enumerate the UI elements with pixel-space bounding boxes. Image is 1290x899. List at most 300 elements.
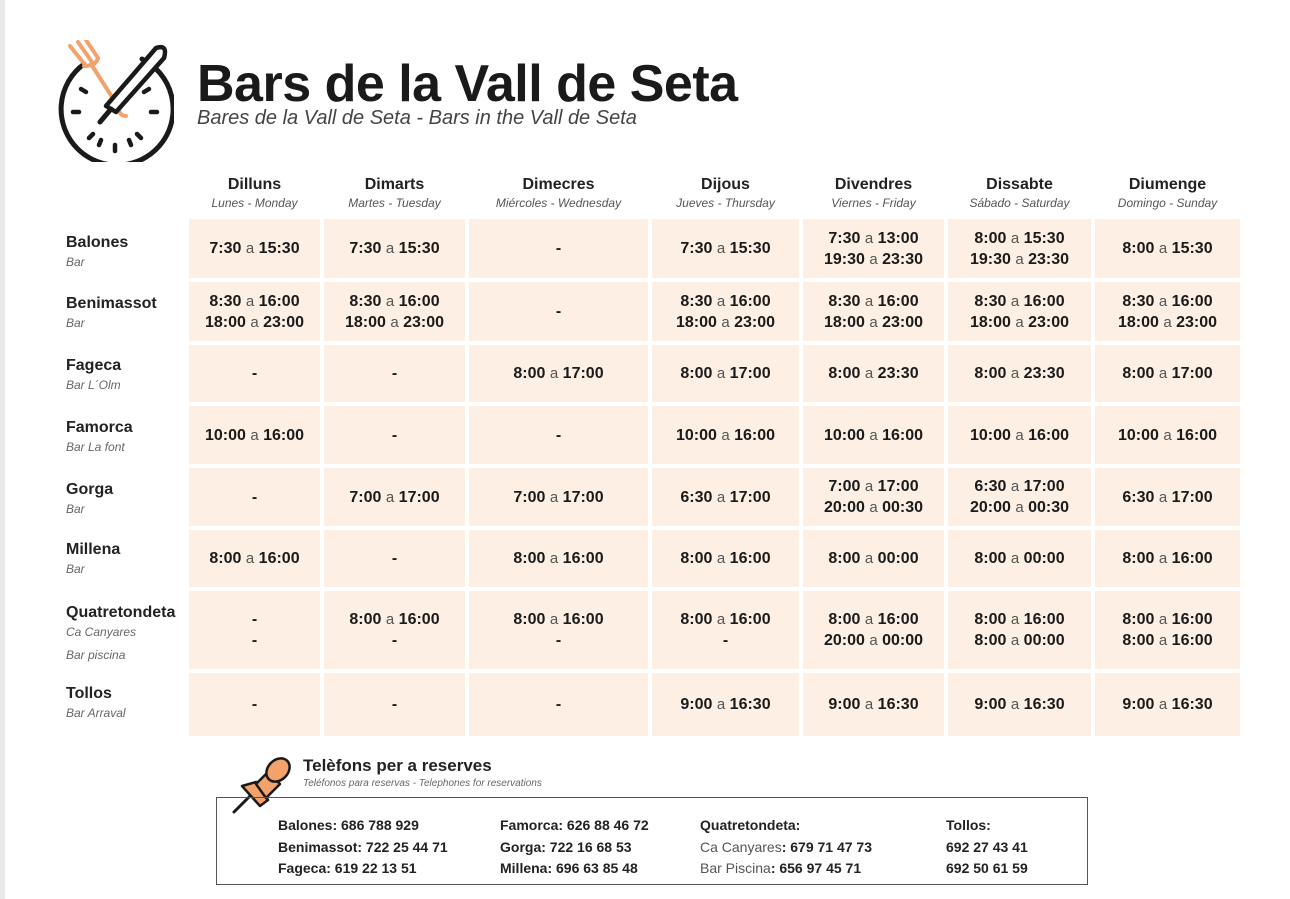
open-time: 7:00 bbox=[828, 478, 861, 495]
day-subname: Miércoles - Wednesday bbox=[495, 196, 622, 210]
schedule-cell bbox=[948, 530, 1091, 587]
time-connector: a bbox=[1010, 365, 1020, 382]
time-range bbox=[513, 363, 603, 384]
schedule-cell bbox=[652, 282, 799, 341]
close-time: 23:00 bbox=[1028, 313, 1070, 331]
time-connector: a bbox=[1010, 696, 1020, 713]
close-time: 16:00 bbox=[877, 292, 919, 310]
town-name: Quatretondeta bbox=[66, 604, 176, 621]
day-subname: Viernes - Friday bbox=[831, 196, 916, 210]
time-range bbox=[676, 425, 775, 446]
open-time: 7:30 bbox=[209, 240, 242, 257]
time-connector: a bbox=[1015, 426, 1024, 444]
close-time: 17:00 bbox=[877, 478, 919, 495]
closed-mark: - bbox=[391, 426, 398, 444]
open-time: 8:30 bbox=[349, 292, 382, 310]
closed-mark: - bbox=[251, 365, 258, 382]
open-time: 8:00 bbox=[828, 550, 861, 567]
time-connector: a bbox=[1158, 292, 1168, 310]
time-connector: a bbox=[250, 426, 259, 444]
closed-mark: - bbox=[555, 303, 562, 320]
time-connector: a bbox=[549, 488, 559, 506]
bar-name: Bar L´Olm bbox=[66, 378, 121, 392]
phone-entry: Millena: 696 63 85 48 bbox=[500, 860, 638, 876]
schedule-cell bbox=[189, 530, 320, 587]
close-time: 17:00 bbox=[729, 365, 771, 382]
schedule-cell bbox=[324, 219, 465, 278]
close-time: 17:00 bbox=[1171, 365, 1213, 382]
close-time: 16:00 bbox=[734, 426, 776, 444]
schedule-cell bbox=[948, 219, 1091, 278]
row-label bbox=[66, 684, 126, 722]
town-name: Gorga bbox=[66, 481, 114, 498]
close-time: 16:00 bbox=[1171, 292, 1213, 310]
time-range bbox=[1122, 609, 1212, 630]
open-time: 8:00 bbox=[513, 550, 546, 567]
schedule-cell bbox=[948, 282, 1091, 341]
open-time: 10:00 bbox=[1117, 426, 1159, 444]
day-name: Diumenge bbox=[1128, 176, 1207, 193]
time-range bbox=[680, 487, 770, 508]
phone-group-head: Quatretondeta: bbox=[700, 817, 801, 833]
close-time: 17:00 bbox=[1171, 488, 1213, 506]
time-range bbox=[828, 228, 918, 249]
close-time: 16:00 bbox=[1171, 550, 1213, 567]
closed-mark: - bbox=[391, 696, 398, 713]
time-range bbox=[974, 694, 1064, 715]
page-subtitle: Bares de la Vall de Seta - Bars in the Vall de Seta bbox=[197, 107, 637, 129]
close-time: 15:30 bbox=[729, 240, 771, 257]
time-range bbox=[828, 291, 918, 312]
schedule-cell bbox=[1095, 673, 1240, 736]
time-range bbox=[974, 363, 1064, 384]
time-range bbox=[824, 249, 923, 270]
open-time: 10:00 bbox=[204, 426, 246, 444]
time-connector: a bbox=[1163, 426, 1172, 444]
time-connector: a bbox=[869, 313, 878, 331]
day-name: Dissabte bbox=[986, 176, 1053, 193]
day-subname: Domingo - Sunday bbox=[1117, 196, 1218, 210]
close-time: 16:00 bbox=[258, 292, 300, 310]
time-range bbox=[349, 291, 439, 312]
close-time: 15:30 bbox=[398, 240, 440, 257]
schedule-cell bbox=[189, 282, 320, 341]
open-time: 10:00 bbox=[823, 426, 865, 444]
open-time: 8:00 bbox=[974, 365, 1007, 382]
bar-name: Bar piscina bbox=[66, 648, 126, 662]
schedule-cell bbox=[803, 282, 944, 341]
schedule-cell bbox=[189, 406, 320, 464]
day-subname: Sábado - Saturday bbox=[969, 196, 1070, 210]
time-connector: a bbox=[1015, 313, 1024, 331]
schedule-cell bbox=[469, 673, 648, 736]
open-time: 8:00 bbox=[1122, 632, 1155, 649]
time-range bbox=[556, 301, 561, 322]
close-time: 16:30 bbox=[1023, 696, 1065, 713]
phone-number: : 656 97 45 71 bbox=[770, 860, 862, 876]
phones-col-3 bbox=[700, 815, 872, 880]
time-range bbox=[974, 548, 1064, 569]
open-time: 8:30 bbox=[828, 292, 861, 310]
time-connector: a bbox=[245, 550, 255, 567]
time-range bbox=[824, 630, 923, 651]
time-range bbox=[1122, 291, 1212, 312]
time-range bbox=[974, 630, 1064, 651]
time-range bbox=[723, 630, 728, 651]
bar-name: Bar La font bbox=[66, 440, 125, 454]
open-time: 8:00 bbox=[974, 229, 1007, 247]
time-range bbox=[513, 487, 603, 508]
closed-mark: - bbox=[251, 488, 258, 506]
closed-mark: - bbox=[555, 240, 562, 257]
time-range bbox=[828, 476, 918, 497]
schedule-cell bbox=[1095, 282, 1240, 341]
time-connector: a bbox=[716, 696, 726, 713]
phone-entry: Gorga: 722 16 68 53 bbox=[500, 838, 632, 855]
schedule-cell bbox=[803, 530, 944, 587]
open-time: 18:00 bbox=[969, 313, 1011, 331]
schedule-cell bbox=[803, 673, 944, 736]
schedule-cell bbox=[469, 345, 648, 402]
time-range bbox=[205, 425, 304, 446]
open-time: 8:00 bbox=[680, 611, 713, 628]
schedule-cell bbox=[803, 406, 944, 464]
row-label bbox=[66, 356, 121, 394]
day-name: Dimecres bbox=[522, 176, 595, 193]
close-time: 16:00 bbox=[1171, 611, 1213, 628]
time-connector: a bbox=[1158, 550, 1168, 567]
schedule-cell bbox=[189, 345, 320, 402]
day-header bbox=[469, 175, 648, 211]
open-time: 18:00 bbox=[1117, 313, 1159, 331]
time-range bbox=[252, 487, 257, 508]
time-connector: a bbox=[1158, 611, 1168, 628]
time-range bbox=[680, 238, 770, 259]
close-time: 15:30 bbox=[258, 240, 300, 257]
open-time: 8:00 bbox=[1122, 365, 1155, 382]
close-time: 16:00 bbox=[877, 611, 919, 628]
time-connector: a bbox=[245, 292, 255, 310]
bar-name: Bar bbox=[66, 316, 85, 330]
close-time: 00:30 bbox=[1028, 499, 1070, 516]
time-connector: a bbox=[385, 611, 395, 628]
schedule-cell bbox=[469, 591, 648, 669]
time-range bbox=[392, 363, 397, 384]
time-range bbox=[392, 425, 397, 446]
close-time: 23:30 bbox=[882, 250, 924, 268]
phone-entry: Balones: 686 788 929 bbox=[278, 817, 419, 833]
schedule-cell bbox=[652, 406, 799, 464]
day-name: Dilluns bbox=[227, 176, 282, 193]
open-time: 8:30 bbox=[209, 292, 242, 310]
close-time: 16:00 bbox=[729, 292, 771, 310]
time-connector: a bbox=[716, 292, 726, 310]
schedule-cell bbox=[652, 468, 799, 526]
time-connector: a bbox=[385, 488, 395, 506]
time-connector: a bbox=[864, 478, 874, 495]
time-range bbox=[556, 425, 561, 446]
close-time: 16:00 bbox=[1171, 632, 1213, 649]
open-time: 8:30 bbox=[974, 292, 1007, 310]
open-time: 18:00 bbox=[204, 313, 246, 331]
time-connector: a bbox=[250, 313, 259, 331]
schedule-cell bbox=[469, 282, 648, 341]
time-range bbox=[1122, 694, 1212, 715]
schedule-cell bbox=[189, 673, 320, 736]
open-time: 20:00 bbox=[823, 499, 865, 516]
open-time: 8:00 bbox=[1122, 240, 1155, 257]
time-range bbox=[1118, 312, 1217, 333]
close-time: 00:00 bbox=[1023, 550, 1065, 567]
close-time: 17:00 bbox=[398, 488, 440, 506]
time-range bbox=[349, 609, 439, 630]
time-range bbox=[349, 238, 439, 259]
time-range bbox=[680, 694, 770, 715]
phone-entry: 692 50 61 59 bbox=[946, 860, 1028, 876]
time-range bbox=[974, 228, 1064, 249]
time-range bbox=[824, 497, 923, 518]
open-time: 8:00 bbox=[680, 550, 713, 567]
day-header bbox=[652, 175, 799, 211]
time-range bbox=[680, 291, 770, 312]
schedule-cell bbox=[1095, 468, 1240, 526]
open-time: 9:00 bbox=[680, 696, 713, 713]
open-time: 8:00 bbox=[209, 550, 242, 567]
schedule-cell bbox=[652, 530, 799, 587]
phones-col-2 bbox=[500, 815, 649, 880]
town-name: Benimassot bbox=[66, 295, 157, 312]
time-range bbox=[252, 609, 257, 630]
closed-mark: - bbox=[722, 632, 729, 649]
time-range bbox=[252, 363, 257, 384]
time-range bbox=[349, 487, 439, 508]
close-time: 00:00 bbox=[882, 632, 924, 649]
close-time: 16:00 bbox=[263, 426, 305, 444]
close-time: 15:30 bbox=[1171, 240, 1213, 257]
schedule-cell bbox=[948, 345, 1091, 402]
closed-mark: - bbox=[391, 632, 398, 649]
time-range bbox=[556, 238, 561, 259]
open-time: 7:30 bbox=[680, 240, 713, 257]
schedule-cell bbox=[1095, 345, 1240, 402]
open-time: 18:00 bbox=[344, 313, 386, 331]
open-time: 18:00 bbox=[675, 313, 717, 331]
time-range bbox=[974, 609, 1064, 630]
close-time: 17:00 bbox=[562, 365, 604, 382]
phone-label: Ca Canyares bbox=[700, 838, 782, 855]
page-left-edge bbox=[0, 0, 5, 899]
close-time: 13:00 bbox=[877, 229, 919, 247]
time-range bbox=[680, 363, 770, 384]
schedule-cell bbox=[652, 673, 799, 736]
time-connector: a bbox=[1163, 313, 1172, 331]
day-name: Dijous bbox=[701, 176, 750, 193]
open-time: 6:30 bbox=[974, 478, 1007, 495]
close-time: 16:00 bbox=[398, 611, 440, 628]
time-connector: a bbox=[1010, 229, 1020, 247]
day-header bbox=[803, 175, 944, 211]
close-time: 16:00 bbox=[398, 292, 440, 310]
open-time: 9:00 bbox=[828, 696, 861, 713]
close-time: 16:00 bbox=[562, 611, 604, 628]
time-connector: a bbox=[869, 499, 878, 516]
time-range bbox=[970, 425, 1069, 446]
phones-col-4 bbox=[946, 815, 1028, 880]
close-time: 16:00 bbox=[1028, 426, 1070, 444]
row-label bbox=[66, 480, 113, 518]
close-time: 23:00 bbox=[263, 313, 305, 331]
time-connector: a bbox=[1010, 292, 1020, 310]
time-range bbox=[1122, 487, 1212, 508]
time-connector: a bbox=[864, 696, 874, 713]
time-connector: a bbox=[716, 611, 726, 628]
day-name: Divendres bbox=[834, 176, 913, 193]
time-range bbox=[392, 694, 397, 715]
time-range bbox=[680, 548, 770, 569]
phones-col-1 bbox=[278, 815, 448, 880]
phone-entry: 692 27 43 41 bbox=[946, 838, 1028, 855]
phones-subtitle: Teléfonos para reservas - Telephones for reservations bbox=[303, 778, 542, 789]
phone-entry: Benimassot: 722 25 44 71 bbox=[278, 838, 448, 855]
time-range bbox=[556, 694, 561, 715]
schedule-cell bbox=[948, 468, 1091, 526]
time-range bbox=[1122, 238, 1212, 259]
time-range bbox=[680, 609, 770, 630]
town-name: Millena bbox=[66, 541, 121, 558]
open-time: 8:00 bbox=[513, 611, 546, 628]
time-range bbox=[974, 476, 1064, 497]
schedule-cell bbox=[324, 673, 465, 736]
time-range bbox=[970, 497, 1069, 518]
time-range bbox=[828, 694, 918, 715]
day-header bbox=[189, 175, 320, 211]
phone-entry: Famorca: 626 88 46 72 bbox=[500, 817, 649, 833]
phone-number: : 679 71 47 73 bbox=[781, 838, 872, 855]
time-range bbox=[824, 425, 923, 446]
open-time: 8:00 bbox=[1122, 611, 1155, 628]
day-name: Dimarts bbox=[364, 176, 425, 193]
open-time: 9:00 bbox=[1122, 696, 1155, 713]
schedule-cell bbox=[803, 345, 944, 402]
time-range bbox=[828, 548, 918, 569]
open-time: 8:30 bbox=[680, 292, 713, 310]
bar-name: Ca Canyares bbox=[66, 625, 137, 639]
open-time: 8:00 bbox=[513, 365, 546, 382]
bar-name: Bar bbox=[66, 502, 85, 516]
time-connector: a bbox=[549, 365, 559, 382]
schedule-cell bbox=[324, 406, 465, 464]
close-time: 00:00 bbox=[877, 550, 919, 567]
close-time: 16:30 bbox=[877, 696, 919, 713]
time-connector: a bbox=[1015, 499, 1024, 516]
time-range bbox=[824, 312, 923, 333]
time-range bbox=[209, 291, 299, 312]
town-name: Famorca bbox=[66, 419, 133, 436]
closed-mark: - bbox=[555, 696, 562, 713]
bar-name: Bar bbox=[66, 255, 85, 269]
open-time: 8:00 bbox=[828, 611, 861, 628]
close-time: 16:30 bbox=[1171, 696, 1213, 713]
schedule-cell bbox=[324, 530, 465, 587]
town-name: Fageca bbox=[66, 357, 122, 374]
close-time: 16:00 bbox=[562, 550, 604, 567]
closed-mark: - bbox=[251, 632, 258, 649]
schedule-cell bbox=[803, 219, 944, 278]
time-connector: a bbox=[716, 240, 726, 257]
close-time: 16:30 bbox=[729, 696, 771, 713]
time-range bbox=[209, 548, 299, 569]
time-connector: a bbox=[385, 292, 395, 310]
schedule-cell bbox=[652, 345, 799, 402]
time-connector: a bbox=[1010, 478, 1020, 495]
closed-mark: - bbox=[391, 550, 398, 567]
close-time: 16:00 bbox=[729, 550, 771, 567]
time-connector: a bbox=[716, 550, 726, 567]
time-connector: a bbox=[1010, 550, 1020, 567]
schedule-cell bbox=[1095, 530, 1240, 587]
open-time: 8:00 bbox=[974, 611, 1007, 628]
schedule-cell bbox=[948, 406, 1091, 464]
close-time: 00:00 bbox=[1023, 632, 1065, 649]
time-connector: a bbox=[1015, 250, 1024, 268]
closed-mark: - bbox=[391, 365, 398, 382]
close-time: 15:30 bbox=[1023, 229, 1065, 247]
close-time: 23:30 bbox=[1028, 250, 1070, 268]
schedule-cell bbox=[1095, 406, 1240, 464]
open-time: 8:00 bbox=[680, 365, 713, 382]
close-time: 23:30 bbox=[1023, 365, 1065, 382]
open-time: 8:00 bbox=[1122, 550, 1155, 567]
open-time: 20:00 bbox=[823, 632, 865, 649]
time-range bbox=[828, 609, 918, 630]
closed-mark: - bbox=[251, 696, 258, 713]
row-label bbox=[66, 603, 175, 664]
time-range bbox=[970, 312, 1069, 333]
time-connector: a bbox=[549, 611, 559, 628]
open-time: 7:30 bbox=[349, 240, 382, 257]
schedule-cell bbox=[324, 282, 465, 341]
time-connector: a bbox=[869, 632, 878, 649]
time-connector: a bbox=[1158, 240, 1168, 257]
close-time: 16:00 bbox=[258, 550, 300, 567]
time-connector: a bbox=[549, 550, 559, 567]
close-time: 16:00 bbox=[1023, 611, 1065, 628]
close-time: 23:00 bbox=[734, 313, 776, 331]
time-connector: a bbox=[864, 229, 874, 247]
row-label bbox=[66, 540, 120, 578]
time-range bbox=[556, 630, 561, 651]
open-time: 8:00 bbox=[974, 550, 1007, 567]
bar-name: Bar Arraval bbox=[66, 706, 126, 720]
phone-entry: Fageca: 619 22 13 51 bbox=[278, 860, 417, 876]
time-range bbox=[252, 694, 257, 715]
time-connector: a bbox=[864, 611, 874, 628]
time-range bbox=[1118, 425, 1217, 446]
time-range bbox=[209, 238, 299, 259]
schedule-cell bbox=[652, 219, 799, 278]
open-time: 19:30 bbox=[823, 250, 865, 268]
time-range bbox=[676, 312, 775, 333]
schedule-cell bbox=[469, 530, 648, 587]
close-time: 17:00 bbox=[1023, 478, 1065, 495]
time-connector: a bbox=[1158, 696, 1168, 713]
row-label bbox=[66, 418, 133, 456]
time-connector: a bbox=[390, 313, 399, 331]
close-time: 16:00 bbox=[1023, 292, 1065, 310]
time-connector: a bbox=[721, 313, 730, 331]
time-range bbox=[974, 291, 1064, 312]
time-connector: a bbox=[1158, 365, 1168, 382]
